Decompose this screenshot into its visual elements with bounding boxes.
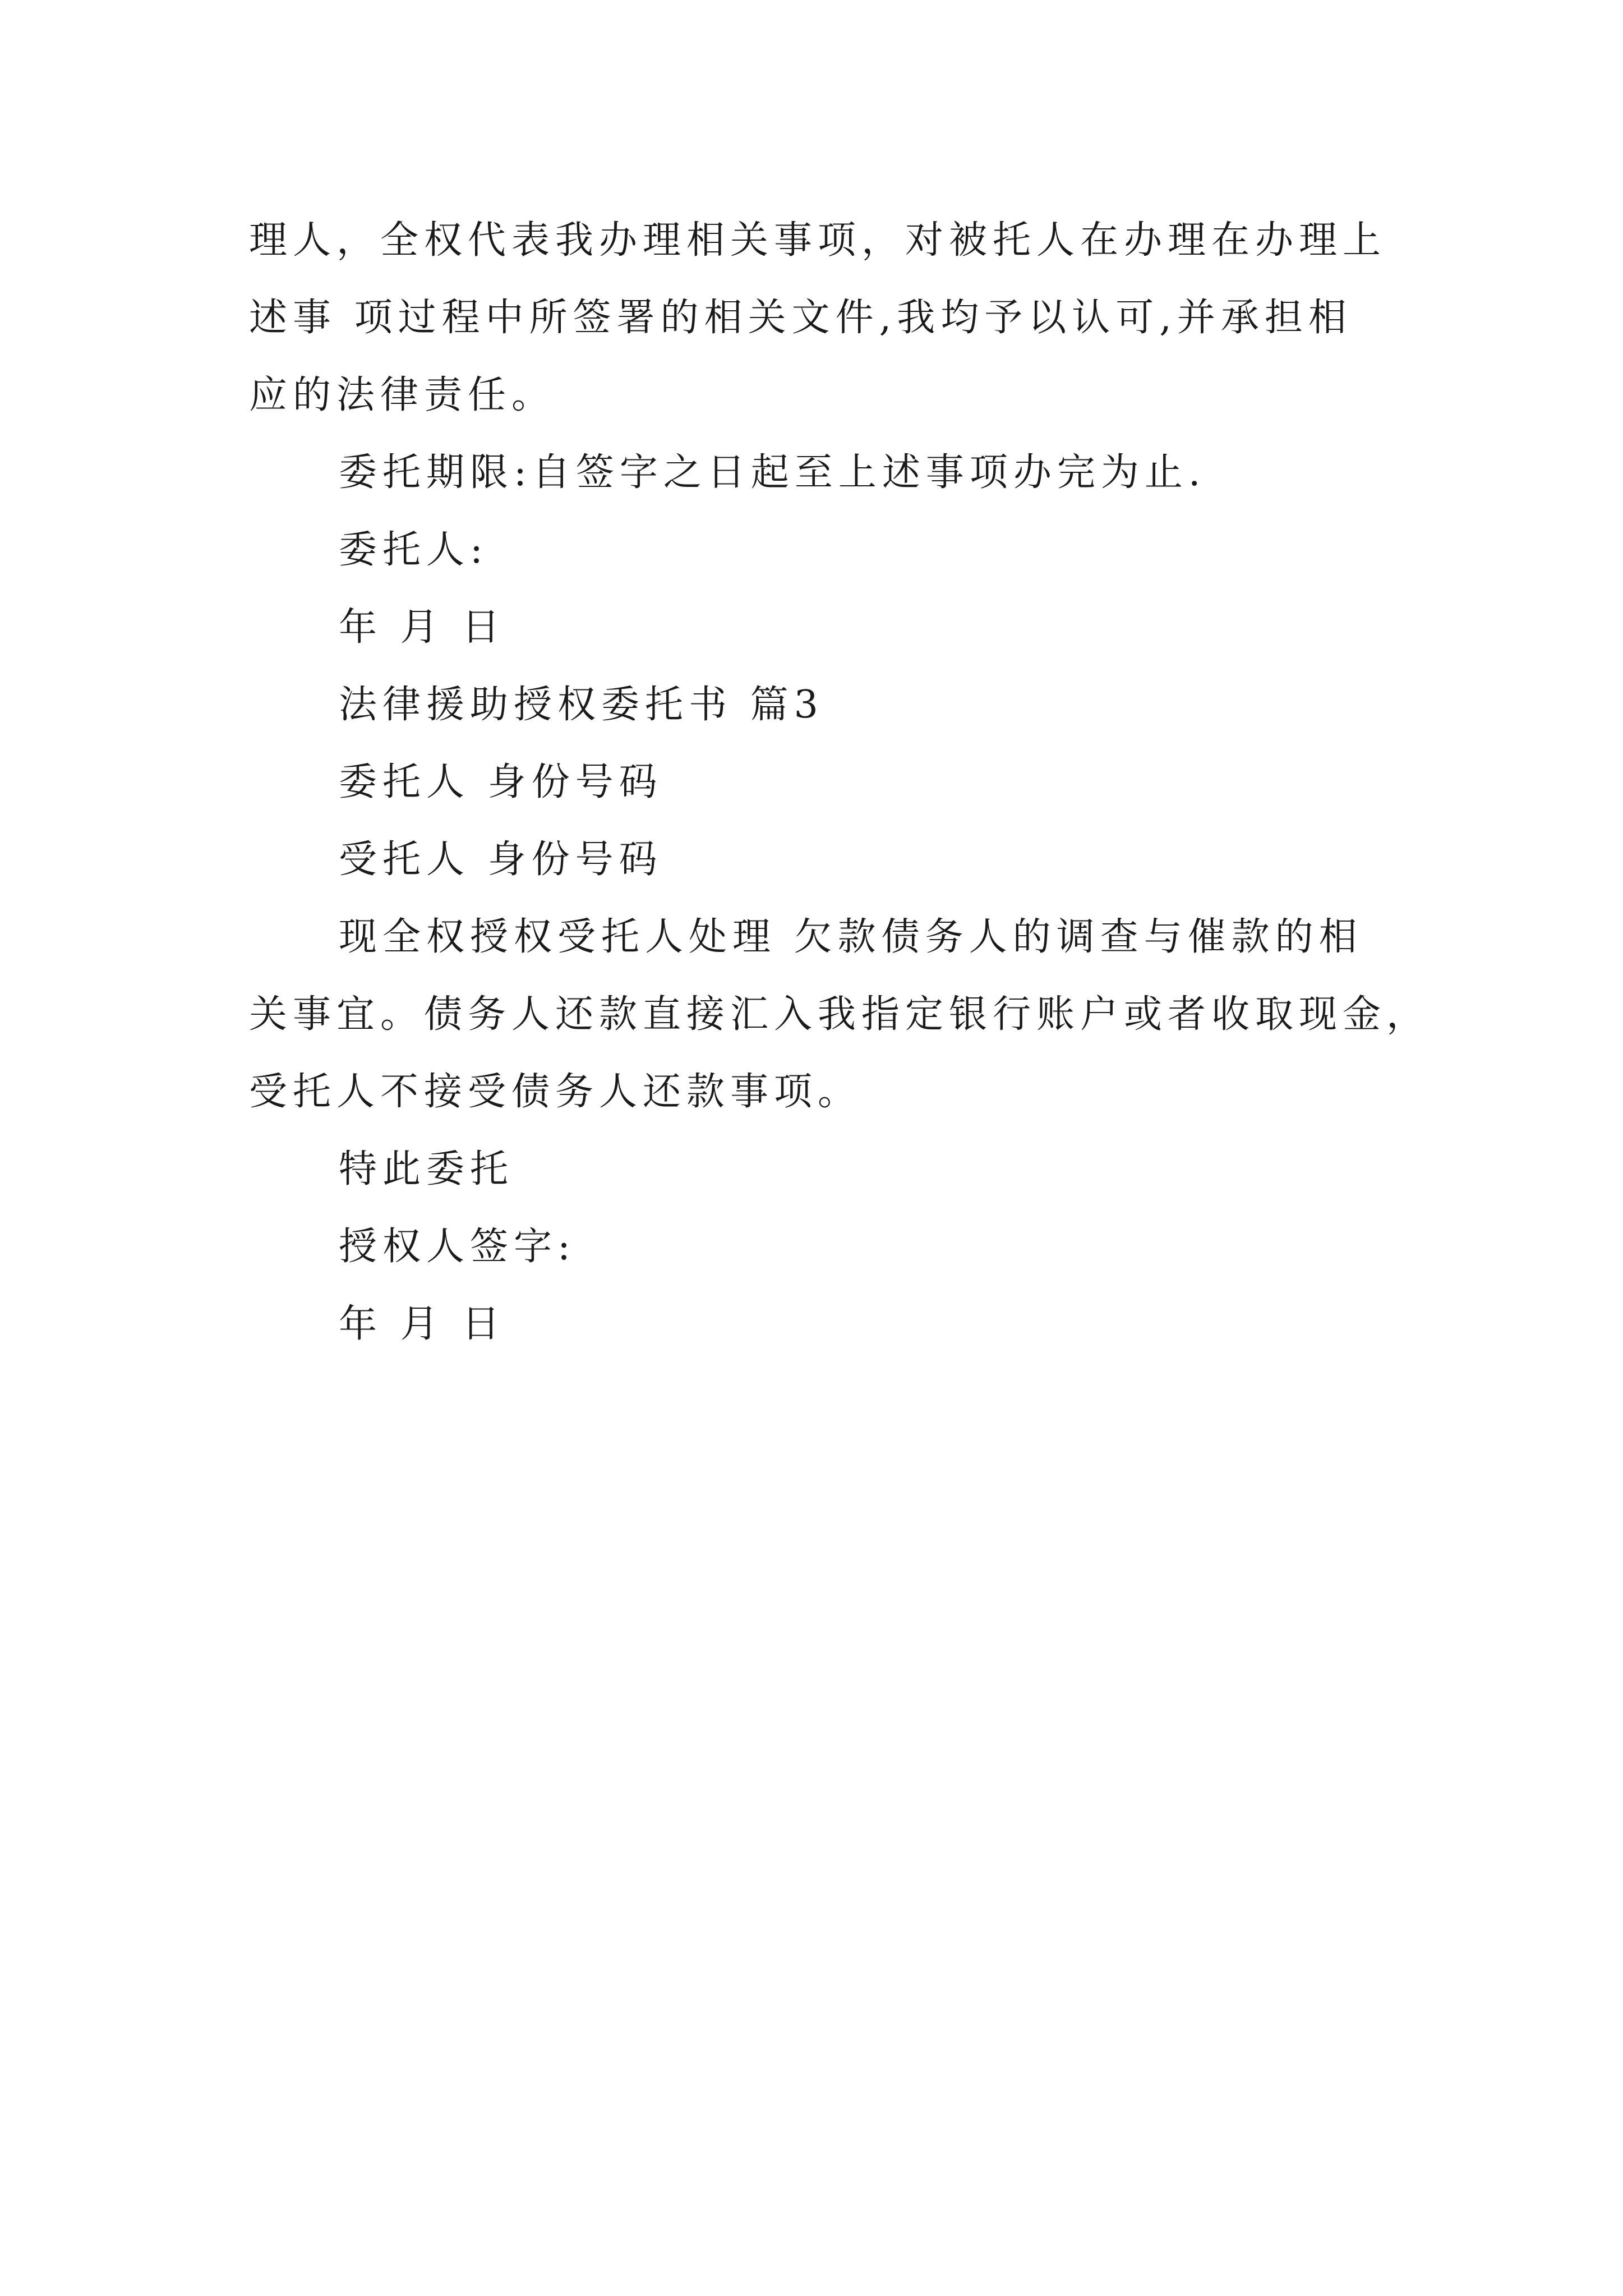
closing-line: 特此委托: [339, 1147, 514, 1191]
date-line: 年 月 日: [339, 1302, 506, 1346]
principal-signature-label: 委托人:: [339, 528, 488, 572]
paragraph-line: 受托人不接受债务人还款事项。: [249, 1070, 862, 1114]
agent-id-line: 受托人 身份号码: [339, 838, 663, 882]
date-line: 年 月 日: [339, 605, 506, 650]
section-title: 法律援助授权委托书 篇3: [339, 683, 824, 727]
authorizer-signature-label: 授权人签字:: [339, 1225, 576, 1269]
paragraph-line: 应的法律责任。: [249, 373, 556, 417]
document-body: [249, 202, 1431, 1363]
paragraph-line: 现全权授权受托人处理 欠款债务人的调查与催款的相: [339, 915, 1363, 959]
entrust-period-line: 委托期限:自签字之日起至上述事项办完为止.: [339, 450, 1206, 495]
paragraph-line: 理人，全权代表我办理相关事项，对被托人在办理在办理上: [249, 218, 1387, 263]
paragraph-line: 关事宜。债务人还款直接汇入我指定银行账户或者收取现金，: [249, 992, 1431, 1037]
paragraph-line: 述事 项过程中所签署的相关文件,我均予以认可,并承担相: [249, 296, 1352, 340]
principal-id-line: 委托人 身份号码: [339, 760, 663, 804]
